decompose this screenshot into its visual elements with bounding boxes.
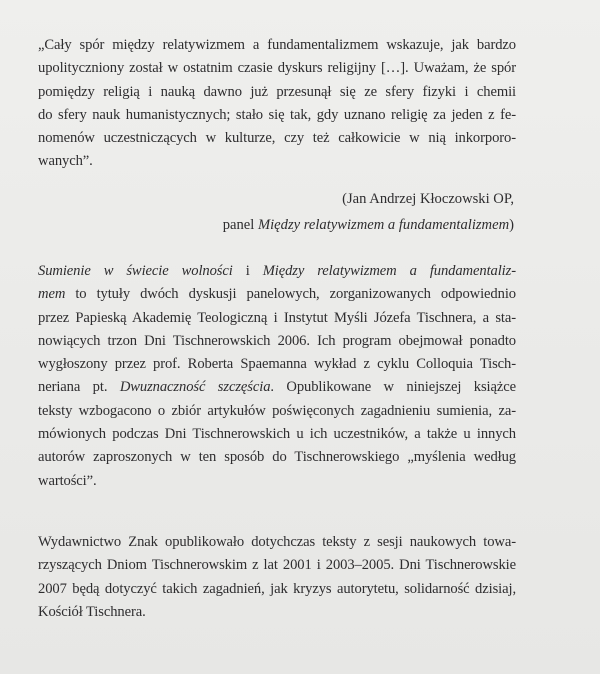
paragraph-line xyxy=(38,260,516,283)
paragraph-text: neriana pt. xyxy=(38,379,108,396)
paragraph-line: mówionych podczas Dni Tischnerowskich u ich uczestników, a także u innych xyxy=(38,426,516,443)
paragraph-line: Kościół Tischnera. xyxy=(38,603,146,620)
quote-line: „Cały spór między relatywizmem a fundamentalizmem wskazuje, jak bardzo xyxy=(38,37,516,53)
title-dwuznacznosc: Dwuznaczność szczęścia xyxy=(119,379,271,396)
quote-block xyxy=(38,34,516,174)
paragraph-line xyxy=(38,376,516,399)
quote-line: upolityczniony został w ostatnim czasie dyskurs religijny […]. Uważam, że spór xyxy=(38,60,516,77)
attribution-author: (Jan Andrzej Kłoczowski OP, xyxy=(342,191,514,207)
paragraph-line xyxy=(38,283,516,306)
quote-line: wanych”. xyxy=(38,153,93,170)
paragraph-line: 2007 będą dotyczyć takich zagadnień, jak kryzys autorytetu, solidarność dzisiaj, xyxy=(38,580,516,597)
paragraph-text: i xyxy=(245,263,250,279)
paragraph-line: nowiących trzon Dni Tischnerowskich 2006. Ich program obejmował ponadto xyxy=(38,332,516,349)
paragraph-line: rzyszących Dniom Tischnerowskim z lat 2001 i 2003–2005. Dni Tischnerowskie xyxy=(38,557,516,574)
paragraph-text: to tytuły dwóch dyskusji panelowych, zorganizowanych odpowiednio xyxy=(75,286,516,303)
attribution-panel-title: Między relatywizmem a fundamentalizmem xyxy=(257,217,510,233)
paragraph-line: Wydawnictwo Znak opublikowało dotychczas teksty z sesji naukowych towa- xyxy=(38,534,516,550)
quote-line: pomiędzy religią i nauką dawno już przesunął się ze sfery fizyki i chemii xyxy=(38,83,516,100)
title-sumienie: Sumienie w świecie wolności xyxy=(38,263,233,279)
quote-line: nomenów uczestniczących w kulturze, czy też całkowicie w nią inkorporo- xyxy=(38,130,516,147)
title-miedzy-part: Między relatywizmem a fundamentaliz- xyxy=(262,263,516,279)
paragraph-line: wygłoszony przez prof. Roberta Spaemanna wykład z cyklu Colloquia Tisch- xyxy=(38,356,516,373)
attribution-panel-suffix: ) xyxy=(509,217,514,233)
quote-line: do sfery nauk humanistycznych; stało się tak, gdy uznano religię za jeden z fe- xyxy=(38,106,516,123)
title-miedzy-end: mem xyxy=(38,286,66,303)
publisher-paragraph xyxy=(38,531,516,624)
paragraph-text: . Opublikowane w niniejszej książce xyxy=(270,379,516,396)
paragraph-line: teksty wzbogacono o zbiór artykułów poświęconych zagadnieniu sumienia, za- xyxy=(38,402,516,419)
attribution-panel-prefix: panel xyxy=(222,217,255,233)
paragraph-line: wartości”. xyxy=(38,472,97,489)
paragraph-line: przez Papieską Akademię Teologiczną i Instytut Myśli Józefa Tischnera, a sta- xyxy=(38,309,516,326)
description-paragraph xyxy=(38,260,516,493)
quote-attribution xyxy=(223,186,514,238)
attribution-panel xyxy=(223,212,514,238)
paragraph-line: autorów zaproszonych w ten sposób do Tischnerowskiego „myślenia według xyxy=(38,449,516,466)
